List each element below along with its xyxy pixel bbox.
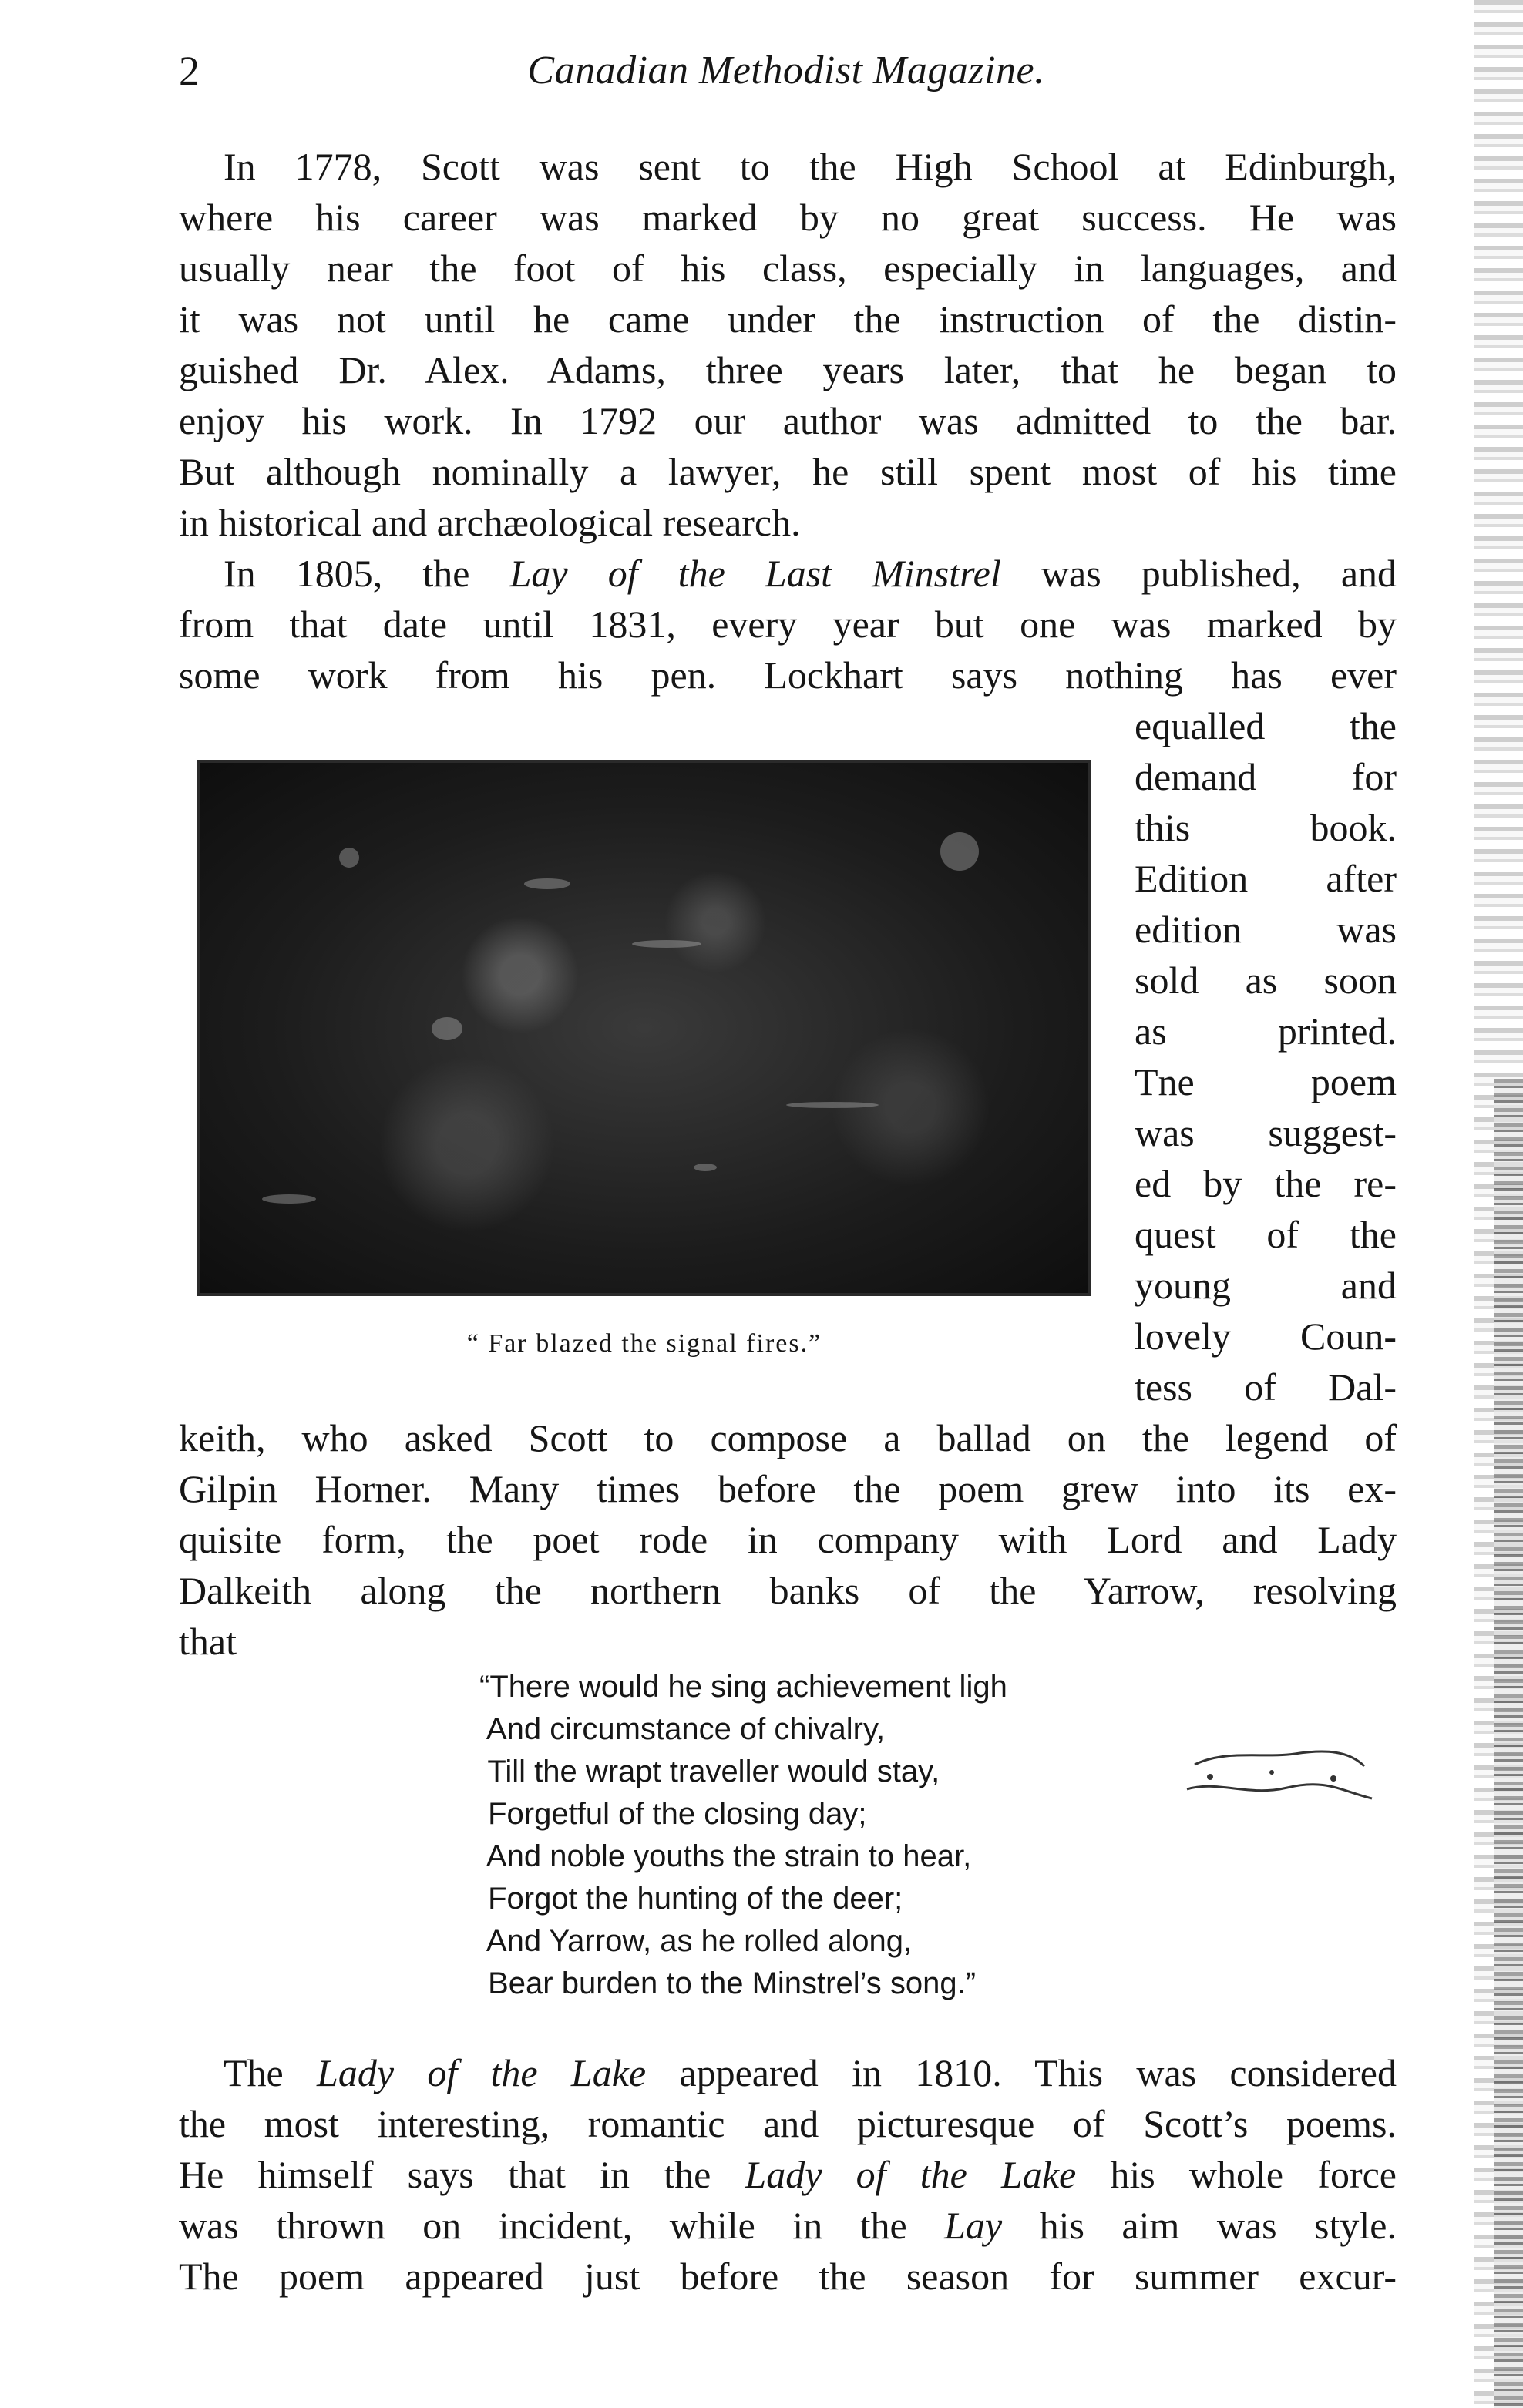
poem-line: Forgot the hunting of the deer; (479, 1882, 903, 1916)
body-line: enjoy his work. In 1792 our author was admitted to the bar. (179, 399, 1397, 442)
scan-edge-strip (1494, 1079, 1523, 2408)
engraving-illustration (197, 760, 1091, 1296)
speck (940, 832, 979, 871)
poem-line: Till the wrapt traveller would stay, (479, 1755, 940, 1788)
body-line: Dalkeith along the northern banks of the Yarrow, resolving (179, 1569, 1397, 1612)
text-run: appeared in 1810. This was considered (646, 2051, 1397, 2094)
body-line: the most interesting, romantic and picturesque of Scott’s poems. (179, 2102, 1397, 2145)
body-line: it was not until he came under the instruction of the distin- (179, 297, 1397, 341)
speck (524, 878, 570, 889)
poem-line: And noble youths the strain to hear, (479, 1839, 972, 1873)
poem-line: “There would he sing achievement ligh (479, 1670, 1007, 1704)
figure-caption: “ Far blazed the signal fires.” (466, 1329, 822, 1358)
speck (694, 1164, 717, 1171)
wrap-line: tess of Dal- (1135, 1365, 1397, 1409)
wrap-line: demand for (1135, 755, 1397, 798)
body-line: usually near the foot of his class, especially in languages, and (179, 247, 1397, 290)
body-line: But although nominally a lawyer, he still spent most of his time (179, 450, 1397, 493)
poem-line: And circumstance of chivalry, (479, 1712, 886, 1746)
printers-ornament-icon (1179, 1743, 1380, 1812)
body-line: that (179, 1620, 237, 1663)
wrap-line: ed by the re- (1135, 1162, 1397, 1205)
book-title: Lay (944, 2204, 1003, 2247)
speck (786, 1102, 879, 1108)
body-line: some work from his pen. Lockhart says nothing has ever (179, 653, 1397, 697)
body-line: guished Dr. Alex. Adams, three years later, that he began to (179, 348, 1397, 391)
wrap-line: edition was (1135, 908, 1397, 951)
body-line (224, 2050, 1397, 2096)
text-run: was published, and (1000, 552, 1397, 595)
body-line (179, 2202, 1397, 2248)
wrap-line: lovely Coun- (1135, 1315, 1397, 1358)
poem-line: And Yarrow, as he rolled along, (479, 1924, 913, 1958)
body-line: keith, who asked Scott to compose a ballad on the legend of (179, 1416, 1397, 1459)
poem-block (479, 1666, 1173, 2005)
body-line: In 1778, Scott was sent to the High School at Edinburgh, (224, 145, 1397, 188)
wrap-line: sold as soon (1135, 959, 1397, 1002)
wrap-line: this book. (1135, 806, 1397, 849)
wrap-line: equalled the (1135, 704, 1397, 747)
wrap-line: was suggest- (1135, 1111, 1397, 1154)
body-line (179, 2151, 1397, 2198)
book-title: Lady of the Lake (317, 2051, 647, 2094)
wrap-line: Tne poem (1135, 1060, 1397, 1103)
page-number: 2 (179, 48, 200, 94)
body-line (224, 550, 1397, 596)
text-run: was thrown on incident, while in the (179, 2204, 945, 2247)
body-line: Gilpin Horner. Many times before the poem grew into its ex- (179, 1467, 1397, 1510)
body-line: where his career was marked by no great success. He was (179, 196, 1397, 239)
body-line: in historical and archæological research. (179, 501, 801, 544)
running-title: Canadian Methodist Magazine. (527, 49, 1045, 92)
wrap-line: Edition after (1135, 857, 1397, 900)
poem-line: Forgetful of the closing day; (479, 1797, 867, 1831)
text-run: his whole force (1076, 2153, 1397, 2196)
speck (262, 1194, 316, 1204)
book-title: Lady of the Lake (745, 2153, 1077, 2196)
wrap-line: quest of the (1135, 1213, 1397, 1256)
wrap-line: young and (1135, 1264, 1397, 1307)
text-run: He himself says that in the (179, 2153, 745, 2196)
text-run: In 1805, the (224, 552, 510, 595)
body-line: The poem appeared just before the season for summer excur- (179, 2255, 1397, 2298)
body-line: from that date until 1831, every year but one was marked by (179, 603, 1397, 646)
speck (339, 848, 359, 868)
text-run: The (224, 2051, 318, 2094)
speck (632, 940, 701, 948)
wrap-line: as printed. (1135, 1009, 1397, 1053)
speck (432, 1017, 462, 1040)
poem-line: Bear burden to the Minstrel’s song.” (479, 1966, 977, 2000)
text-run: his aim was style. (1002, 2204, 1397, 2247)
book-title: Lay of the Last Minstrel (509, 552, 1001, 595)
body-line: quisite form, the poet rode in company with Lord and Lady (179, 1518, 1397, 1561)
